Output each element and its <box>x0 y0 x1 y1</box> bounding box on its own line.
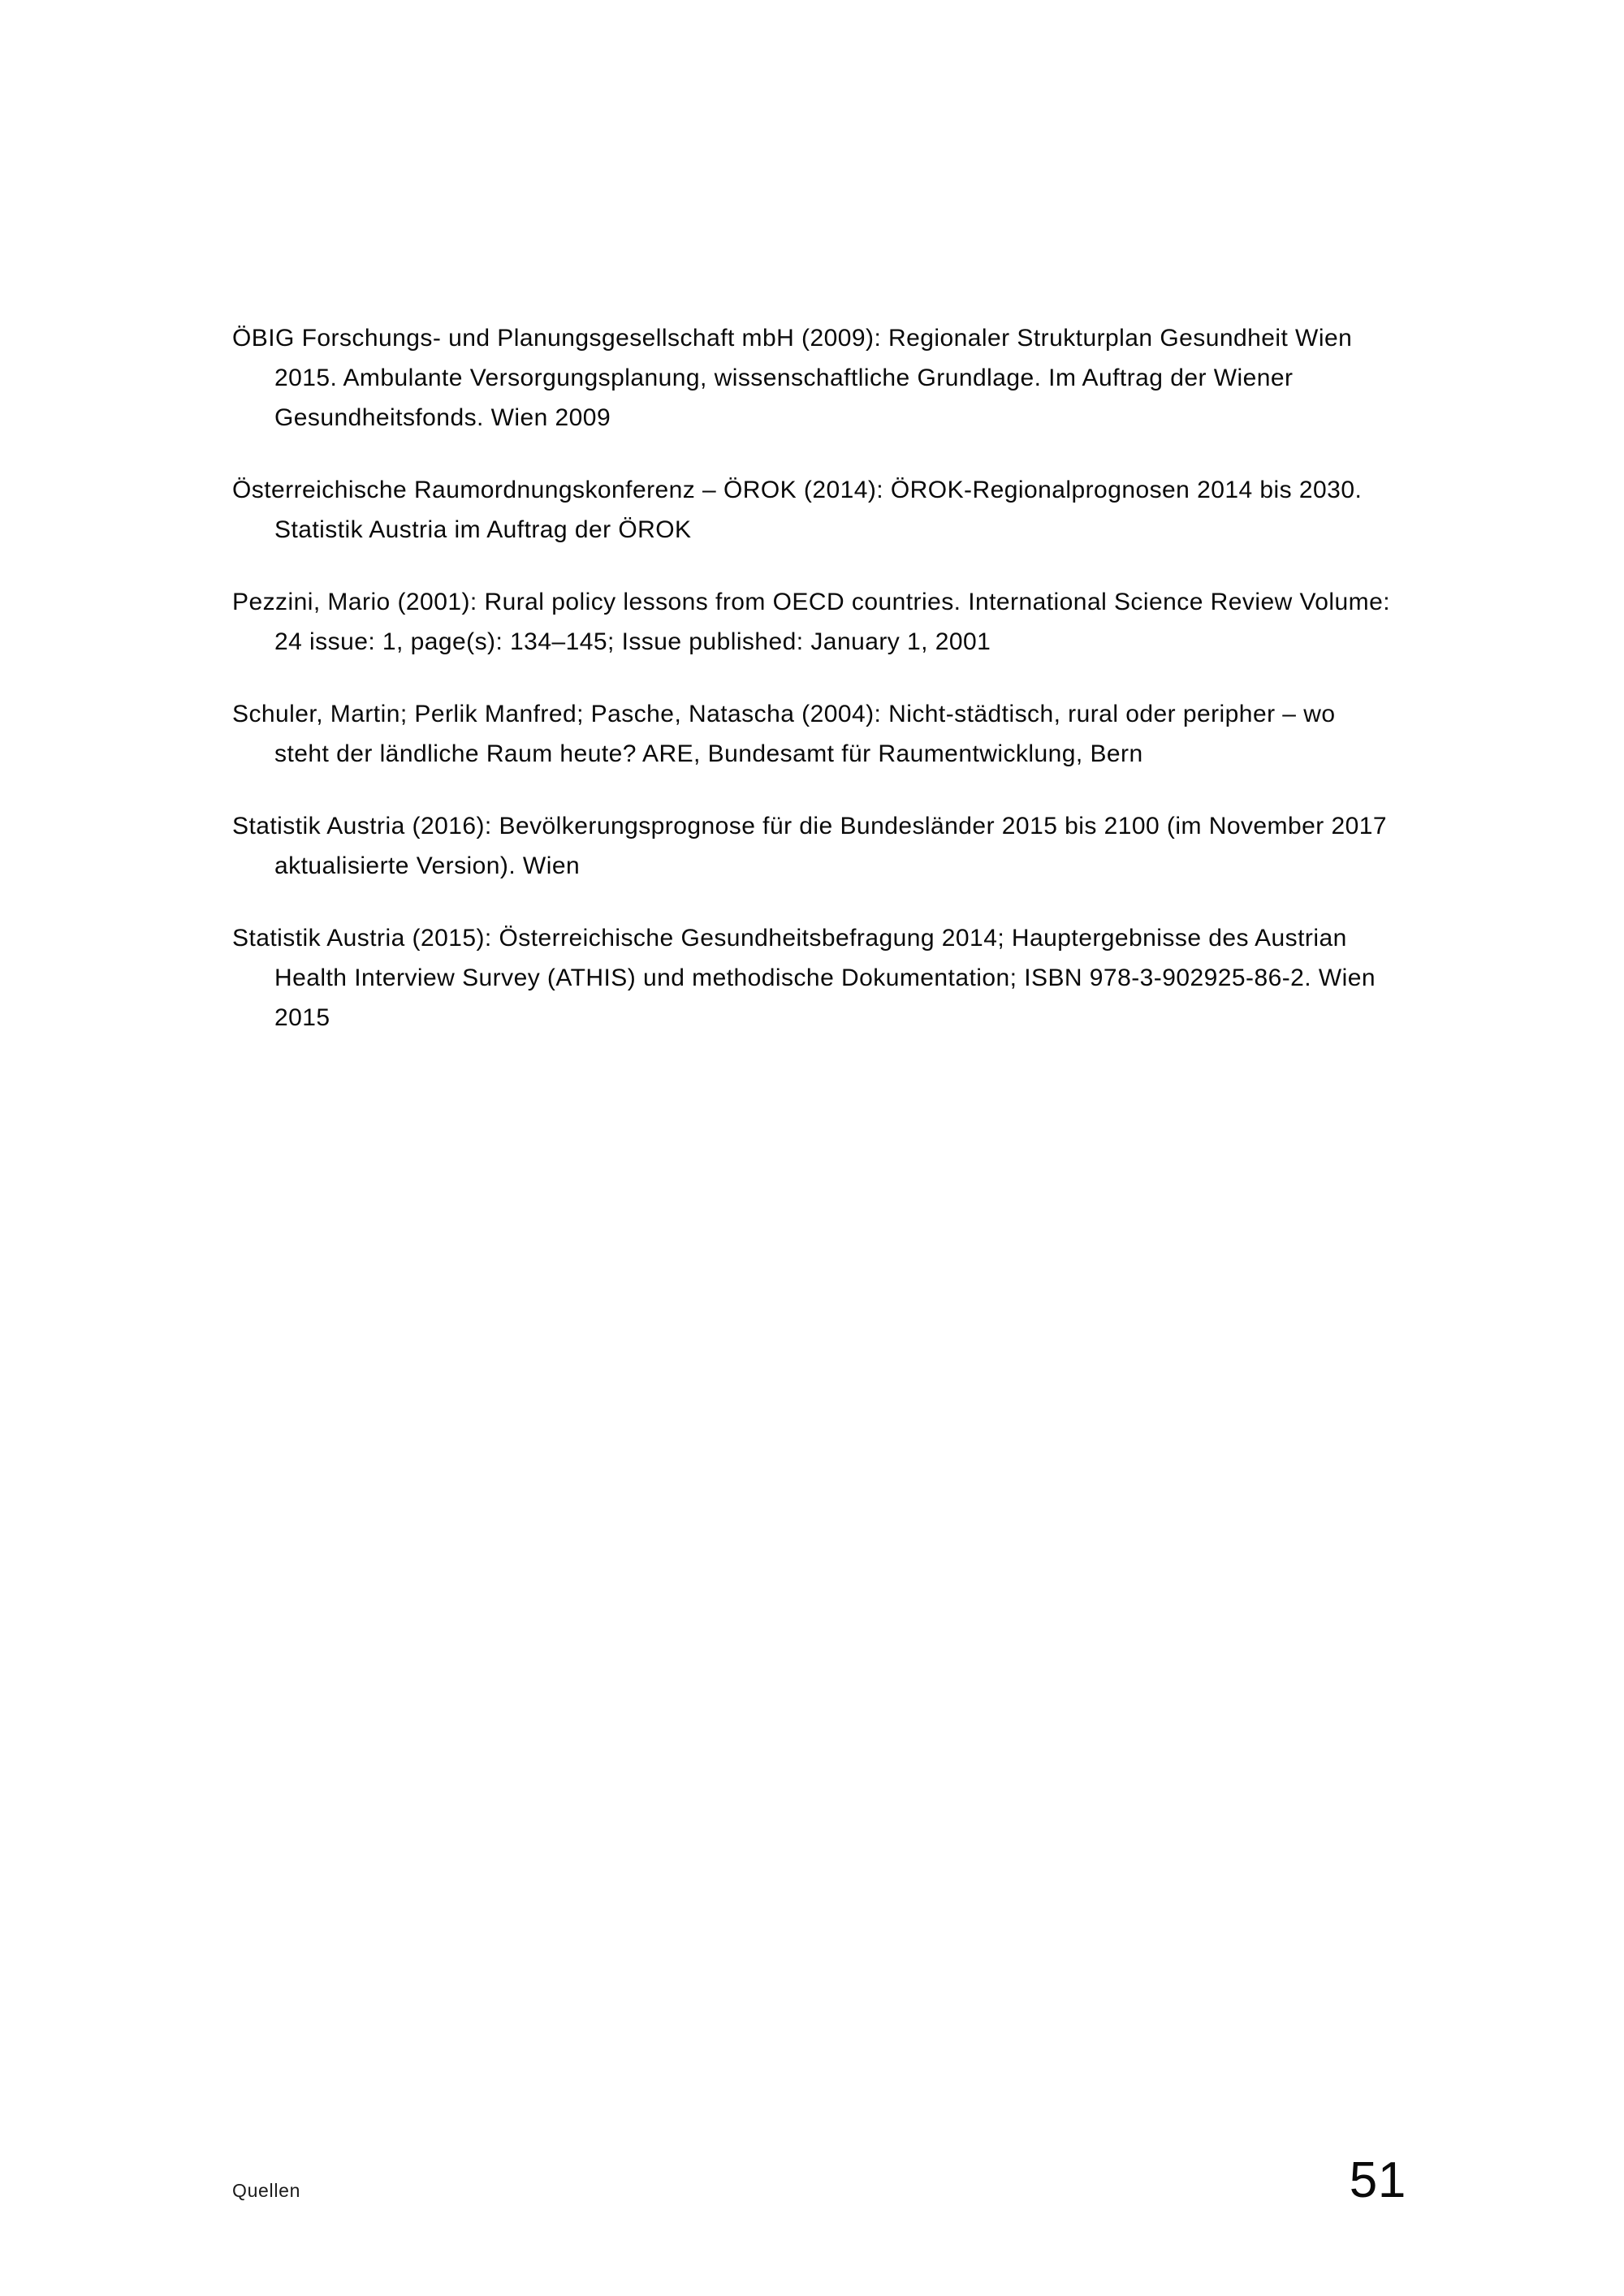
reference-entry: Statistik Austria (2015): Österreichische Gesundheitsbefragung 2014; Hauptergebnisse des Austrian Health Interview Survey (ATHIS) und methodische Dokumentation; ISBN 978-3-902925-86-2. Wien 2015 <box>232 925 1376 1031</box>
page-footer <box>232 2151 1406 2209</box>
footer-section-label: Quellen <box>232 2180 301 2201</box>
references-list <box>232 318 1395 1070</box>
reference-entry: Schuler, Martin; Perlik Manfred; Pasche, Natascha (2004): Nicht-städtisch, rural oder peripher – wo steht der ländliche Raum heute? ARE, Bundesamt für Raumentwicklung, Bern <box>232 701 1336 767</box>
reference-entry: ÖBIG Forschungs- und Planungsgesellschaft mbH (2009): Regionaler Strukturplan Gesundheit Wien 2015. Ambulante Versorgungsplanung, wissenschaftliche Grundlage. Im Auftrag der Wiener Gesundheitsfonds. Wien 2009 <box>232 325 1353 431</box>
page-number: 51 <box>1349 2152 1406 2208</box>
reference-entry: Pezzini, Mario (2001): Rural policy lessons from OECD countries. International Science Review Volume: 24 issue: 1, page(s): 134–145; Issue published: January 1, 2001 <box>232 589 1391 655</box>
reference-entry: Österreichische Raumordnungskonferenz – ÖROK (2014): ÖROK-Regionalprognosen 2014 bis 2030. Statistik Austria im Auftrag der ÖROK <box>232 477 1363 543</box>
reference-entry: Statistik Austria (2016): Bevölkerungsprognose für die Bundesländer 2015 bis 2100 (im November 2017 aktualisierte Version). Wien <box>232 813 1388 879</box>
